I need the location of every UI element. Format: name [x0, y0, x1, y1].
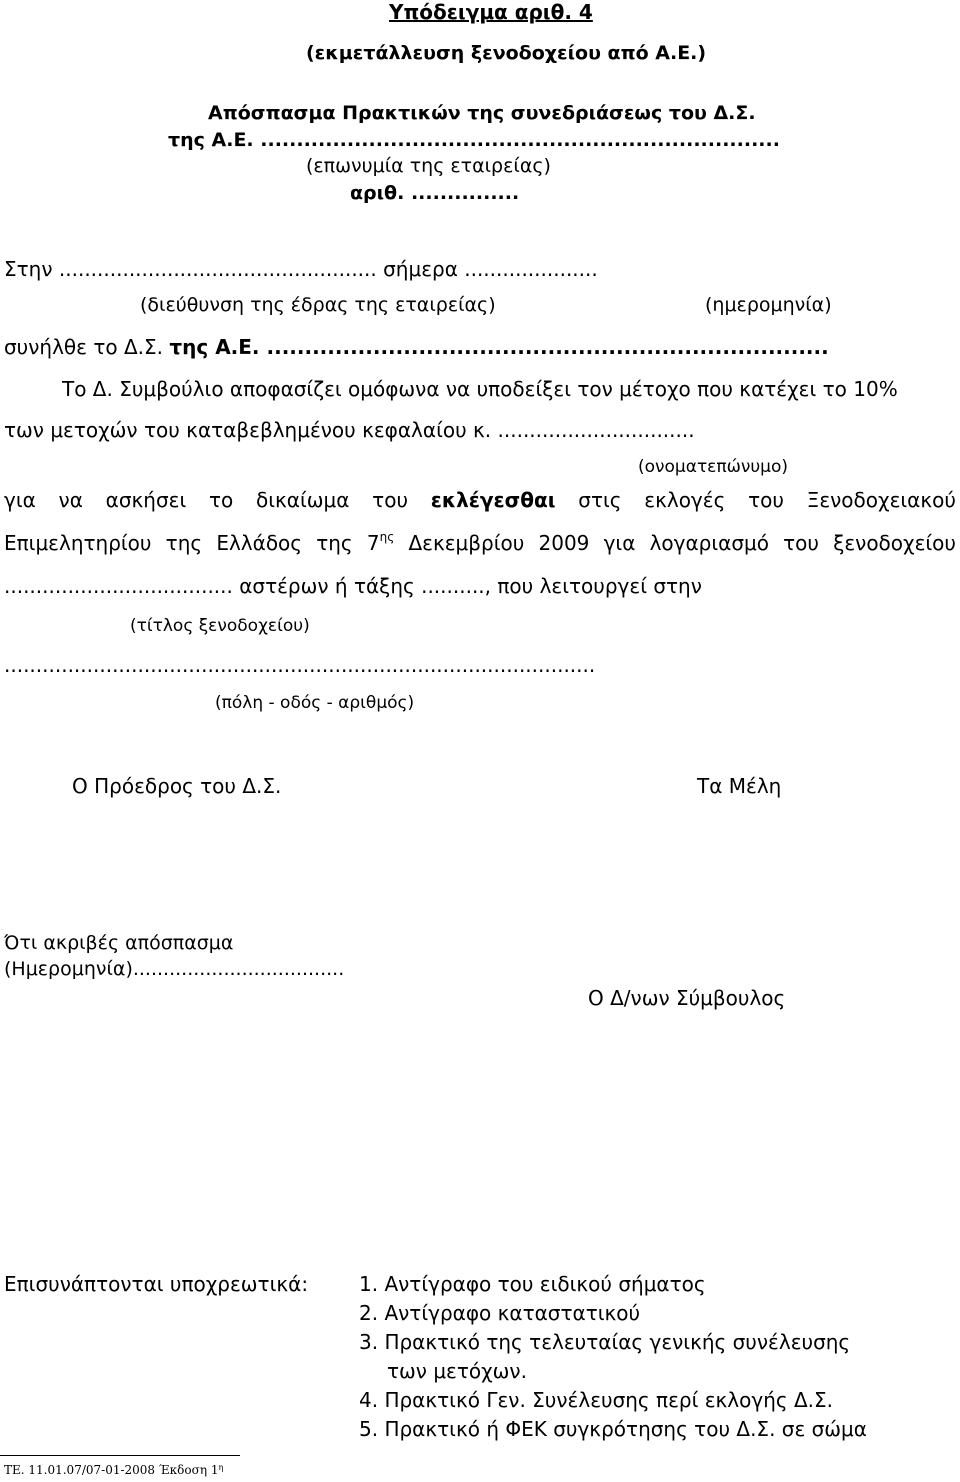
- address-hint: (πόλη - οδός - αριθμός): [215, 693, 415, 713]
- number-line: αριθ. ...............: [350, 182, 520, 204]
- word: του: [372, 488, 409, 512]
- word: για: [4, 488, 36, 512]
- chamber-line: [4, 530, 956, 555]
- members-signature: Τα Μέλη: [697, 774, 782, 798]
- attachment-item: 5. Πρακτικό ή ΦΕΚ συγκρότησης του Δ.Σ. σε σώμα: [359, 1417, 867, 1441]
- footer-code-sup: η: [218, 1463, 224, 1472]
- met-line: [4, 337, 829, 357]
- attachment-item: 2. Αντίγραφο καταστατικού: [359, 1301, 641, 1325]
- attachment-item-continuation: των μετόχων.: [387, 1359, 527, 1383]
- footer-code: [4, 1464, 223, 1476]
- minutes-title-line1: Απόσπασμα Πρακτικών της συνεδριάσεως του Δ.Σ.: [208, 102, 756, 124]
- attachment-item: 4. Πρακτικό Γεν. Συνέλευσης περί εκλογής Δ.Σ.: [359, 1388, 834, 1412]
- attachment-item: 1. Αντίγραφο του ειδικού σήματος: [359, 1272, 706, 1296]
- word: λογαριασμό: [649, 531, 769, 555]
- managing-director-signature: Ο Δ/νων Σύμβουλος: [588, 986, 786, 1010]
- word: Ξενοδοχειακού: [806, 488, 956, 512]
- address-line: .............................................................................................: [4, 653, 596, 677]
- decision-line2: των μετοχών του καταβεβλημένου κεφαλαίου κ. ...............................: [4, 418, 695, 442]
- document-title: Υπόδειγμα αριθ. 4: [389, 0, 593, 24]
- company-name-hint: (επωνυμία της εταιρείας): [306, 155, 551, 177]
- chairman-signature: Ο Πρόεδρος του Δ.Σ.: [72, 774, 282, 798]
- attachment-item: 3. Πρακτικό της τελευταίας γενικής συνέλευσης: [359, 1330, 851, 1354]
- hotel-title-hint: (τίτλος ξενοδοχείου): [130, 616, 310, 636]
- word: 2009: [538, 531, 590, 555]
- footer-code-text: ΤΕ. 11.01.07/07-01-2008 Έκδοση 1: [4, 1463, 219, 1477]
- word-emphasis: εκλέγεσθαι: [430, 488, 556, 512]
- word: ξενοδοχείου: [833, 531, 956, 555]
- certification-date-line: (Ημερομηνία)...................................: [4, 958, 345, 980]
- word: 7: [366, 531, 380, 555]
- word: δικαίωμα: [256, 488, 350, 512]
- minutes-title-line2: της Α.Ε. ........................................................................: [168, 129, 780, 151]
- word: για: [603, 531, 636, 555]
- word: στις: [578, 488, 622, 512]
- word: του: [783, 531, 819, 555]
- decision-line1: Το Δ. Συμβούλιο αποφασίζει ομόφωνα να υποδείξει τον μέτοχο που κατέχει το 10%: [62, 377, 898, 401]
- stars-line: .................................... αστέρων ή τάξης .........., που λειτουργεί στην: [4, 574, 702, 598]
- date-hint: (ημερομηνία): [705, 294, 832, 316]
- word: εκλογές: [644, 488, 726, 512]
- attachments-label: Επισυνάπτονται υποχρεωτικά:: [4, 1272, 309, 1296]
- certified-copy-label: Ότι ακριβές απόσπασμα: [4, 932, 234, 954]
- met-line-company: της Α.Ε. ..........................................................................: [169, 335, 829, 359]
- met-line-prefix: συνήλθε το Δ.Σ.: [4, 335, 170, 359]
- word: ασκήσει: [105, 488, 187, 512]
- word: του: [748, 488, 784, 512]
- word: να: [58, 488, 83, 512]
- word: Ελλάδος: [216, 531, 303, 555]
- footer-separator: [0, 1455, 240, 1456]
- word: Δεκεμβρίου: [408, 531, 525, 555]
- meeting-place-line: Στην .................................................. σήμερα .....................: [4, 257, 598, 281]
- date-ordinal: [366, 530, 395, 555]
- word: της: [316, 531, 353, 555]
- name-hint: (ονοματεπώνυμο): [638, 457, 789, 477]
- ordinal-suffix: ης: [379, 530, 395, 544]
- word: Επιμελητηρίου: [4, 531, 152, 555]
- exercise-right-line: [4, 490, 956, 510]
- hq-address-hint: (διεύθυνση της έδρας της εταιρείας): [140, 294, 496, 316]
- word: το: [208, 488, 234, 512]
- document-subtitle: (εκμετάλλευση ξενοδοχείου από Α.Ε.): [306, 42, 707, 64]
- word: της: [165, 531, 203, 555]
